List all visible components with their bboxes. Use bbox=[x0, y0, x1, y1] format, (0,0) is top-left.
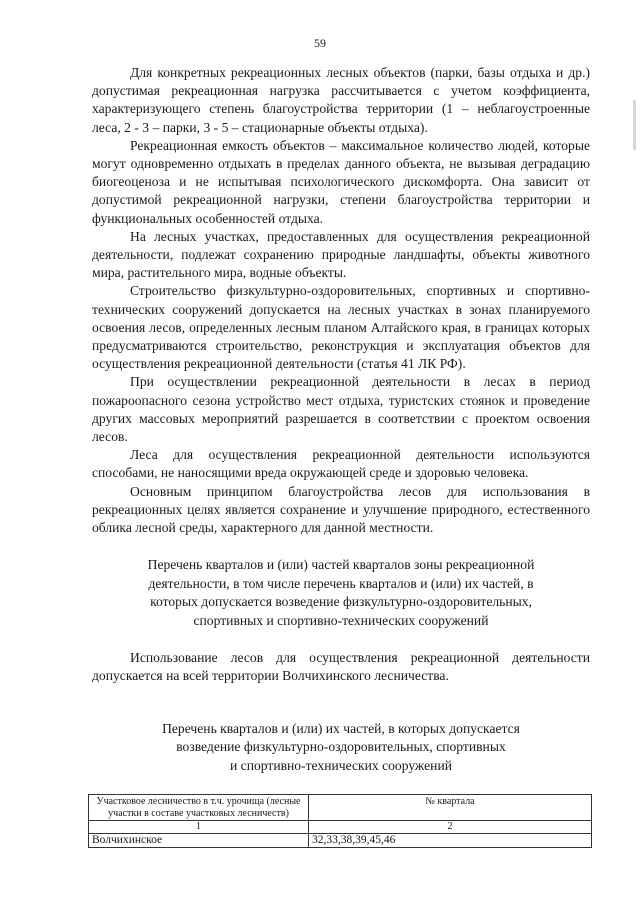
table-column-number-row bbox=[89, 821, 592, 834]
table-header-row bbox=[89, 795, 592, 821]
column-number: 1 bbox=[89, 821, 309, 834]
quarters-table-wrapper bbox=[88, 794, 592, 848]
paragraph-construction: Строительство физкультурно-оздоровительных, спортивных и спортивно-технических сооружений допускается на лесных участках в зонах планируемого освоения лесов, определенных лесным планом Алтайского края, в границах которых предусматриваются строительство, реконструкция и эксплуатация объектов для осуществления рекреационной деятельности (статья 41 ЛК РФ). bbox=[92, 283, 590, 372]
paragraph-main-principle: Основным принципом благоустройства лесов для использования в рекреационных целях является сохранение и улучшение природного, естественного облика лесной среды, характерного для данной местности. bbox=[92, 483, 590, 536]
heading-line: Перечень кварталов и (или) их частей, в которых допускается bbox=[162, 720, 520, 736]
column-number: 2 bbox=[309, 821, 592, 834]
paragraph-fire-season: При осуществлении рекреационной деятельности в лесах в период пожароопасного сезона устройство мест отдыха, туристских стоянок и проведение других массовых мероприятий разрешается в соответствии с проектом освоения лесов. bbox=[92, 374, 590, 445]
header-quarter-number: № квартала bbox=[309, 795, 592, 821]
paragraph-preservation: На лесных участках, предоставленных для осуществления рекреационной деятельности, подлежат сохранению природные ландшафты, объекты животного мира, растительного мира, водные объекты. bbox=[92, 228, 590, 281]
paragraph-recreational-load: Для конкретных рекреационных лесных объектов (парки, базы отдыха и др.) допустимая рекреационная нагрузка рассчитывается с учетом коэффициента, характеризующего степень благоустройства территории (1 – неблагоустроенные леса, 2 - 3 – парки, 3 - 5 – стационарные объекты отдыха). bbox=[92, 65, 590, 135]
heading-line: Перечень кварталов и (или) частей кварталов зоны рекреационной bbox=[147, 557, 535, 573]
heading-line: возведение физкультурно-оздоровительных, спортивных bbox=[176, 739, 506, 755]
paragraph-usage-methods: Леса для осуществления рекреационной деятельности используются способами, не наносящими вреда окружающей среде и здоровью человека. bbox=[92, 447, 590, 481]
document-body bbox=[92, 64, 590, 848]
heading-line: спортивных и спортивно-технических сооружений bbox=[193, 612, 489, 628]
page-number: 59 bbox=[314, 36, 326, 50]
heading-line: которых допускается возведение физкультурно-оздоровительных, bbox=[150, 594, 532, 610]
paragraph-forest-use: Использование лесов для осуществления рекреационной деятельности допускается на всей территории Волчихинского лесничества. bbox=[92, 650, 590, 684]
table-row bbox=[89, 833, 592, 848]
section-heading-quarters-list bbox=[92, 720, 590, 776]
header-forestry: Участковое лесничество в т.ч. урочища (лесные участки в составе участковых лесничеств) bbox=[89, 795, 309, 821]
cell-quarters: 32,33,38,39,45,46 bbox=[309, 833, 592, 848]
paragraph-recreational-capacity: Рекреационная емкость объектов – максимальное количество людей, которые могут одновременно отдыхать в пределах данного объекта, не вызывая деградацию биогеоценоза и не испытывая психологического дискомфорта. Она зависит от допустимой рекреационной нагрузки, степени благоустройства территории и функциональных особенностей отдыха. bbox=[92, 137, 590, 226]
quarters-table bbox=[88, 794, 592, 848]
heading-line: деятельности, в том числе перечень кварталов и (или) их частей, в bbox=[148, 575, 534, 591]
heading-line: и спортивно-технических сооружений bbox=[229, 757, 453, 773]
scan-edge-mark bbox=[633, 100, 636, 150]
section-heading-recreation-zone bbox=[92, 556, 590, 630]
cell-forestry: Волчихинское bbox=[89, 833, 309, 848]
